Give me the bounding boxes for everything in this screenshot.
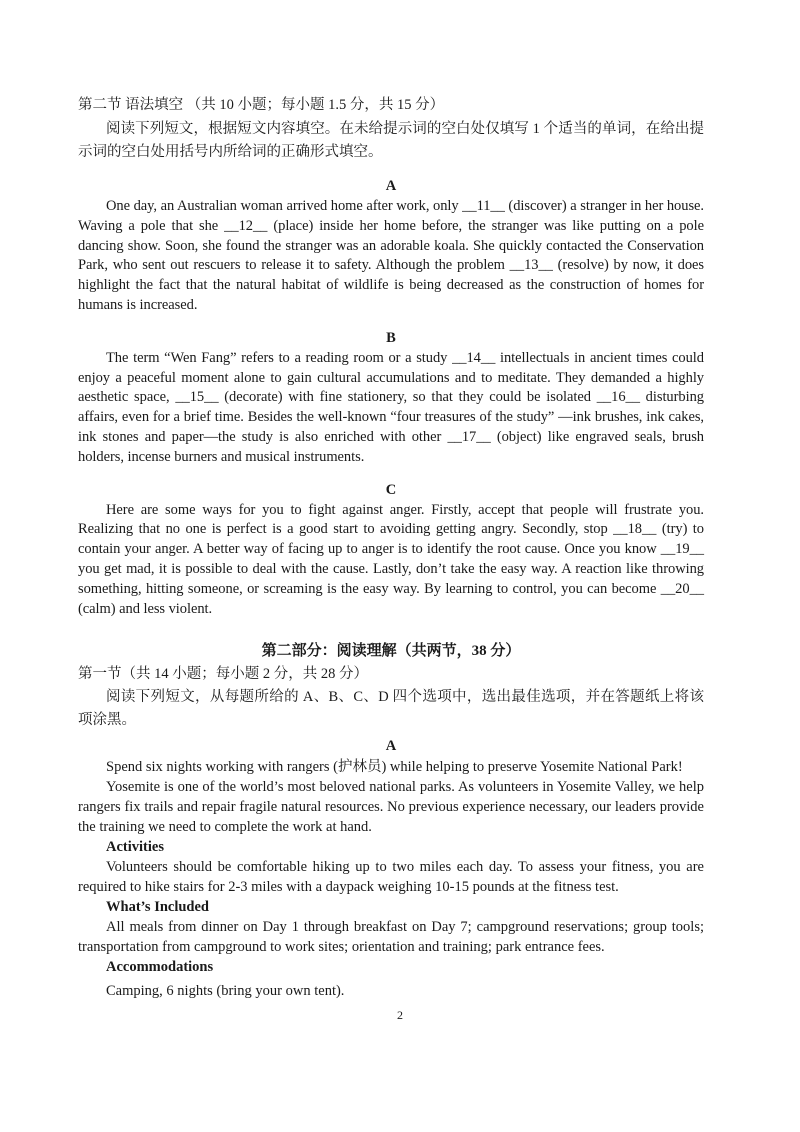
accommodations-heading: Accommodations — [106, 959, 214, 976]
reading-a-intro: Spend six nights working with rangers (护林员) while helping to preserve Yosemite National Park! — [106, 759, 683, 776]
included-text: All meals from dinner on Day 1 through breakfast on Day 7; campground reservations; group tools; transportation from campground to work sites; orientation and training; park entrance fees. — [78, 919, 704, 956]
activities-heading: Activities — [106, 839, 164, 856]
reading-a-letter: A — [385, 738, 397, 755]
reading-a-p1: Yosemite is one of the world’s most beloved national parks. As volunteers in Yosemite Valley, we help rangers fix trails and repair fragile natural resources. No previous experience necessary, our leaders provide the training we need to complete the work at hand. — [78, 779, 704, 836]
part2-title: 第二部分：阅读理解（共两节，38 分） — [261, 643, 521, 660]
section2-instructions: 阅读下列短文，根据短文内容填空。在未给提示词的空白处仅填写 1 个适当的单词，在给出提示词的空白处用括号内所给词的正确形式填空。 — [78, 121, 704, 160]
passage-a-text: One day, an Australian woman arrived home after work, only __11__ (discover) a stranger in her house. Waving a pole that she __12__ (place) inside her home before, the stranger was like putting on a pole dancing show. Soon, she found the stranger was an adorable koala. She quickly contacted the Conservation Park, who sent out rescuers to release it to safety. Although the problem __13__ (resolve) by now, it does highlight the fact that the natural habitat of wildlife is being decreased as the construction of homes for humans is increased. — [78, 198, 704, 313]
exam-page — [78, 92, 704, 1001]
passage-c-text: Here are some ways for you to fight against anger. Firstly, accept that people will frustrate you. Realizing that no one is perfect is a good start to avoiding getting angry. Secondly, stop __18__ (try) to contain your anger. A better way of facing up to anger is to identify the root cause. Once you know __19__ you get mad, it is possible to deal with the cause. Lastly, don’t take the easy way. A reaction like throwing something, hitting someone, or screaming is the easy way. By learning to control, you can become __20__ (calm) and less violent. — [78, 501, 704, 617]
passage-b-letter: B — [386, 329, 396, 346]
part2-section1-heading: 第一节（共 14 小题；每小题 2 分，共 28 分） — [78, 666, 368, 683]
passage-c-letter: C — [385, 481, 397, 498]
part2-instructions: 阅读下列短文，从每题所给的 A、B、C、D 四个选项中，选出最佳选项，并在答题纸上将该项涂黑。 — [78, 689, 704, 729]
passage-b-text: The term “Wen Fang” refers to a reading room or a study __14__ intellectuals in ancient times could enjoy a peaceful moment alone to gain cultural accumulations and to meditate. They demanded a highly aesthetic space, __15__ (decorate) with fine stationery, so that they could be isolated __16__ disturbing affairs, even for a brief time. Besides the well-known “four treasures of the study” —ink brushes, ink cakes, ink stones and paper—the study is also enriched with other __17__ (object) like engraved seals, brush holders, incense burners and musical instruments. — [78, 349, 704, 465]
accommodations-text: Camping, 6 nights (bring your own tent). — [106, 983, 345, 1000]
included-heading: What’s Included — [106, 899, 210, 916]
passage-a-letter: A — [385, 178, 397, 194]
section2-heading: 第二节 语法填空 （共 10 小题；每小题 1.5 分，共 15 分） — [78, 97, 445, 113]
activities-text: Volunteers should be comfortable hiking up to two miles each day. To assess your fitness, you are required to hike stairs for 2-3 miles with a daypack weighing 10-15 pounds at the fitness test. — [78, 859, 704, 896]
page-number: 2 — [397, 1008, 403, 1022]
